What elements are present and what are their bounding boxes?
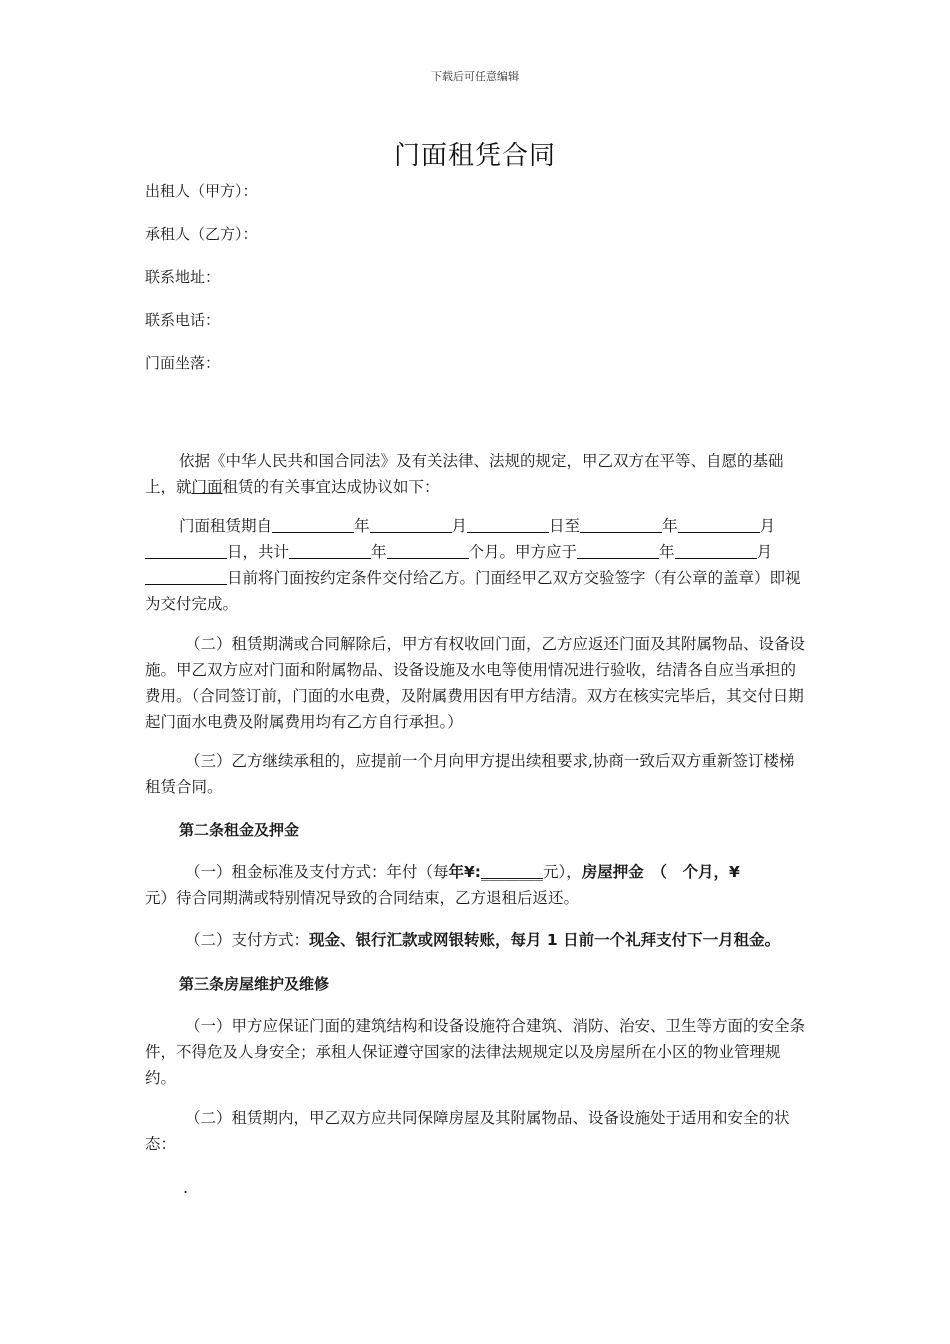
header-note: 下载后可任意编辑 — [431, 70, 519, 83]
blank-end-day — [145, 543, 227, 559]
clause-2: （二）租赁期满或合同解除后，甲方有权收回门面，乙方应返还门面及其附属物品、设备设施。甲乙双方应对门面和附属物品、设备设施及水电等使用情况进行验收，结清各自应当承担的费用。（合同签订前，门面的水电费，及附属费用因有甲方结清。双方在核实完毕后，其交付日期起门面水电费及附属费用均有乙方自行承担。） — [145, 635, 806, 731]
location-field: 门面坐落： — [145, 354, 221, 372]
section-2-heading: 第二条租金及押金 — [179, 821, 300, 839]
clause-3: （三）乙方继续承租的，应提前一个月向甲方提出续租要求,协商一致后双方重新签订楼梯租赁合同。 — [145, 752, 795, 796]
blank-total-years — [289, 543, 371, 559]
address-field: 联系地址： — [145, 268, 221, 286]
maintenance-2: （二）租赁期内，甲乙双方应共同保障房屋及其附属物品、设备设施处于适用和安全的状态： — [145, 1109, 790, 1153]
lessee-field: 承租人（乙方）： — [145, 225, 258, 243]
blank-deliver-day — [145, 569, 227, 585]
blank-end-month — [678, 517, 760, 533]
blank-deliver-year — [577, 543, 659, 559]
lessor-field: 出租人（甲方）： — [145, 182, 258, 200]
maintenance-1: （一）甲方应保证门面的建筑结构和设备设施符合建筑、消防、治安、卫生等方面的安全条件，不得危及人身安全；承租人保证遵守国家的法律法规规定以及房屋所在小区的物业管理规约。 — [145, 1017, 806, 1087]
blank-end-year — [580, 517, 662, 533]
blank-start-month — [370, 517, 452, 533]
contract-title: 门面租凭合同 — [393, 141, 556, 171]
blank-total-months — [387, 543, 469, 559]
rent-paragraph: （一）租金标准及支付方式：年付（每年¥:________元），房屋押金 （ 个月，¥ 元）待合同期满或特别情况导致的合同结束，乙方退租后返还。 — [145, 863, 740, 907]
payment-paragraph: （二）支付方式：现金、银行汇款或网银转账，每月 1 日前一个礼拜支付下一月租金。 — [185, 931, 781, 949]
storefront-link[interactable]: 门面 — [191, 478, 223, 496]
blank-deliver-month — [675, 543, 757, 559]
intro-paragraph: 依据《中华人民共和国合同法》及有关法律、法规的规定，甲乙双方在平等、自愿的基础上，就门面租赁的有关事宜达成协议如下： — [145, 452, 784, 496]
term-paragraph: 门面租赁期自 年 月 日至 年 月 日，共计 年 个月。甲方应于 年 月 日前将门面按约定条件交付给乙方。门面经甲乙双方交验签字（有公章的盖章）即视为交付完成。 — [145, 517, 801, 613]
section-3-heading: 第三条房屋维护及维修 — [179, 975, 330, 993]
trailing-dot: . — [183, 1178, 189, 1197]
blank-start-year — [272, 517, 354, 533]
phone-field: 联系电话： — [145, 311, 221, 329]
blank-start-day — [467, 517, 549, 533]
